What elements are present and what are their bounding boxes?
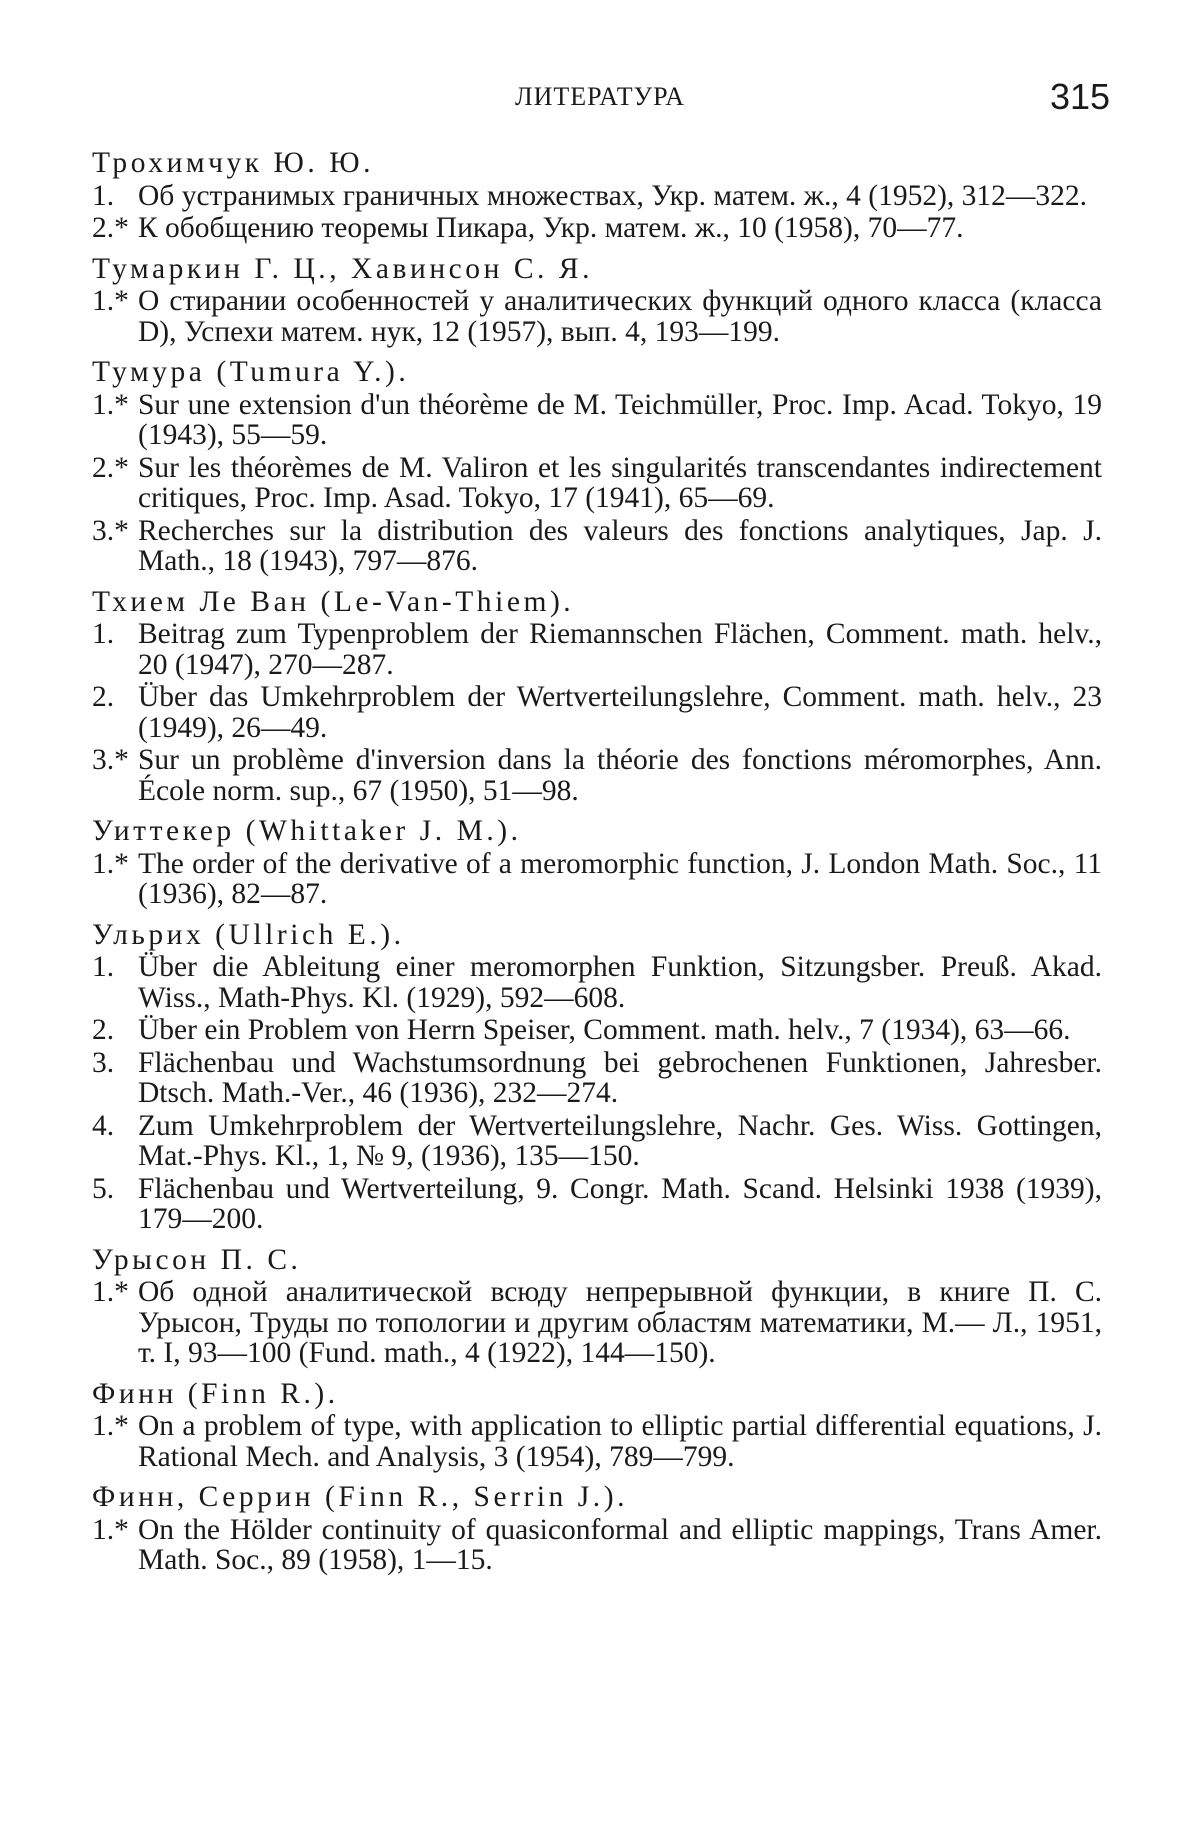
page-number: 315 [1050, 76, 1111, 117]
reference-number: 1.* [92, 388, 129, 421]
reference-number: 1. [92, 951, 115, 983]
reference-text: Flächenbau und Wachstumsordnung bei gebrochenen Funktionen, Jahresber. Dtsch. Math.-Ver., 46 (1936), 232—274. [138, 1046, 1102, 1109]
reference-number: 2. [92, 681, 115, 713]
author-heading: Тумура (Tumura Y.). [92, 356, 410, 388]
reference-text: Über ein Problem von Herrn Speiser, Comment. math. helv., 7 (1934), 63—66. [138, 1014, 1071, 1046]
reference-number: 2. [92, 1014, 115, 1046]
reference-entry [92, 213, 1102, 244]
reference-number: 1. [92, 179, 115, 212]
author-heading: Тхием Ле Ван (Le-Van-Thiem). [92, 585, 575, 618]
reference-text: К обобщению теоремы Пикара, Укр. матем. ж., 10 (1958), 70—77. [138, 212, 964, 244]
reference-text: Sur un problème d'inversion dans la théorie des fonctions méromorphes, Ann. École norm. sup., 67 (1950), 51—98. [138, 744, 1102, 807]
reference-number: 1.* [92, 1276, 129, 1308]
author-heading: Трохимчук Ю. Ю. [92, 147, 375, 179]
reference-text: О стирании особенностей у аналитических функций одного класса (класса D), Успехи матем. нук, 12 (1957), вып. 4, 193—199. [138, 285, 1102, 348]
reference-number: 1.* [92, 847, 129, 880]
author-heading: Тумаркин Г. Ц., Хавинсон С. Я. [92, 252, 593, 285]
reference-number: 3. [92, 1046, 115, 1079]
reference-entry [92, 1048, 1102, 1109]
reference-text: On a problem of type, with application to elliptic partial differential equations, J. Rational Mech. and Analysis, 3 (1954), 789—799. [138, 1410, 1102, 1473]
reference-number: 1.* [92, 285, 129, 317]
reference-entry [92, 1277, 1102, 1369]
reference-number: 1.* [92, 1513, 129, 1546]
reference-entry [92, 1111, 1102, 1172]
reference-entry [92, 453, 1102, 514]
author-heading: Урысон П. С. [92, 1243, 302, 1276]
reference-entry [92, 1411, 1102, 1472]
reference-entry [92, 1174, 1102, 1235]
reference-text: Über die Ableitung einer meromorphen Funktion, Sitzungsber. Preuß. Akad. Wiss., Math-Phys. Kl. (1929), 592—608. [138, 951, 1102, 1014]
page-header [0, 76, 1200, 122]
reference-number: 2.* [92, 451, 129, 484]
reference-text: Об устранимых граничных множествах, Укр. матем. ж., 4 (1952), 312—322. [138, 179, 1088, 212]
reference-number: 1.* [92, 1410, 129, 1442]
running-title: ЛИТЕРАТУРА [515, 82, 685, 111]
reference-entry [92, 952, 1102, 1013]
reference-number: 3.* [92, 514, 129, 547]
reference-text: Об одной аналитической всюду непрерывной функции, в книге П. С. Урысон, Труды по топологии и другим областям математики, М.— Л., 1951, т. I, 93—100 (Fund. math., 4 (1922), 144—150). [138, 1276, 1102, 1369]
reference-text: Zum Umkehrproblem der Wertverteilungslehre, Nachr. Ges. Wiss. Gottingen, Mat.-Phys. Kl., 1, № 9, (1936), 135—150. [138, 1109, 1102, 1172]
reference-text: Beitrag zum Typenproblem der Riemannschen Flächen, Comment. math. helv., 20 (1947), 270—287. [138, 618, 1102, 681]
reference-entry [92, 516, 1102, 577]
reference-text: Über das Umkehrproblem der Wertverteilungslehre, Comment. math. helv., 23 (1949), 26—49. [138, 681, 1102, 744]
reference-entry [92, 1515, 1102, 1576]
bibliography-list [92, 148, 1102, 1578]
reference-entry [92, 745, 1102, 806]
reference-text: Sur une extension d'un théorème de M. Teichmüller, Proc. Imp. Acad. Tokyo, 19 (1943), 55—59. [138, 388, 1102, 451]
reference-number: 4. [92, 1109, 115, 1142]
author-heading: Финн, Серрин (Finn R., Serrin J.). [92, 1481, 628, 1513]
reference-entry [92, 682, 1102, 743]
author-heading: Ульрих (Ullrich E.). [92, 918, 405, 951]
reference-number: 3.* [92, 744, 129, 776]
reference-entry [92, 286, 1102, 347]
author-heading: Финн (Finn R.). [92, 1377, 339, 1410]
reference-entry [92, 849, 1102, 910]
reference-text: On the Hölder continuity of quasiconformal and elliptic mappings, Trans Amer. Math. Soc., 89 (1958), 1—15. [138, 1513, 1102, 1576]
reference-number: 1. [92, 618, 115, 650]
reference-text: Sur les théorèmes de M. Valiron et les singularités transcendantes indirectement critiques, Proc. Imp. Asad. Tokyo, 17 (1941), 65—69. [138, 451, 1102, 514]
author-heading: Уиттекер (Whittaker J. M.). [92, 815, 522, 847]
reference-text: Recherches sur la distribution des valeurs des fonctions analytiques, Jap. J. Math., 18 (1943), 797—876. [138, 514, 1102, 577]
reference-number: 5. [92, 1172, 115, 1205]
reference-text: The order of the derivative of a meromorphic function, J. London Math. Soc., 11 (1936), 82—87. [138, 847, 1102, 910]
reference-entry [92, 619, 1102, 680]
reference-entry [92, 181, 1102, 212]
reference-entry [92, 1015, 1102, 1046]
reference-entry [92, 390, 1102, 451]
reference-text: Flächenbau und Wertverteilung, 9. Congr. Math. Scand. Helsinki 1938 (1939), 179—200. [138, 1172, 1102, 1235]
reference-number: 2.* [92, 212, 129, 244]
